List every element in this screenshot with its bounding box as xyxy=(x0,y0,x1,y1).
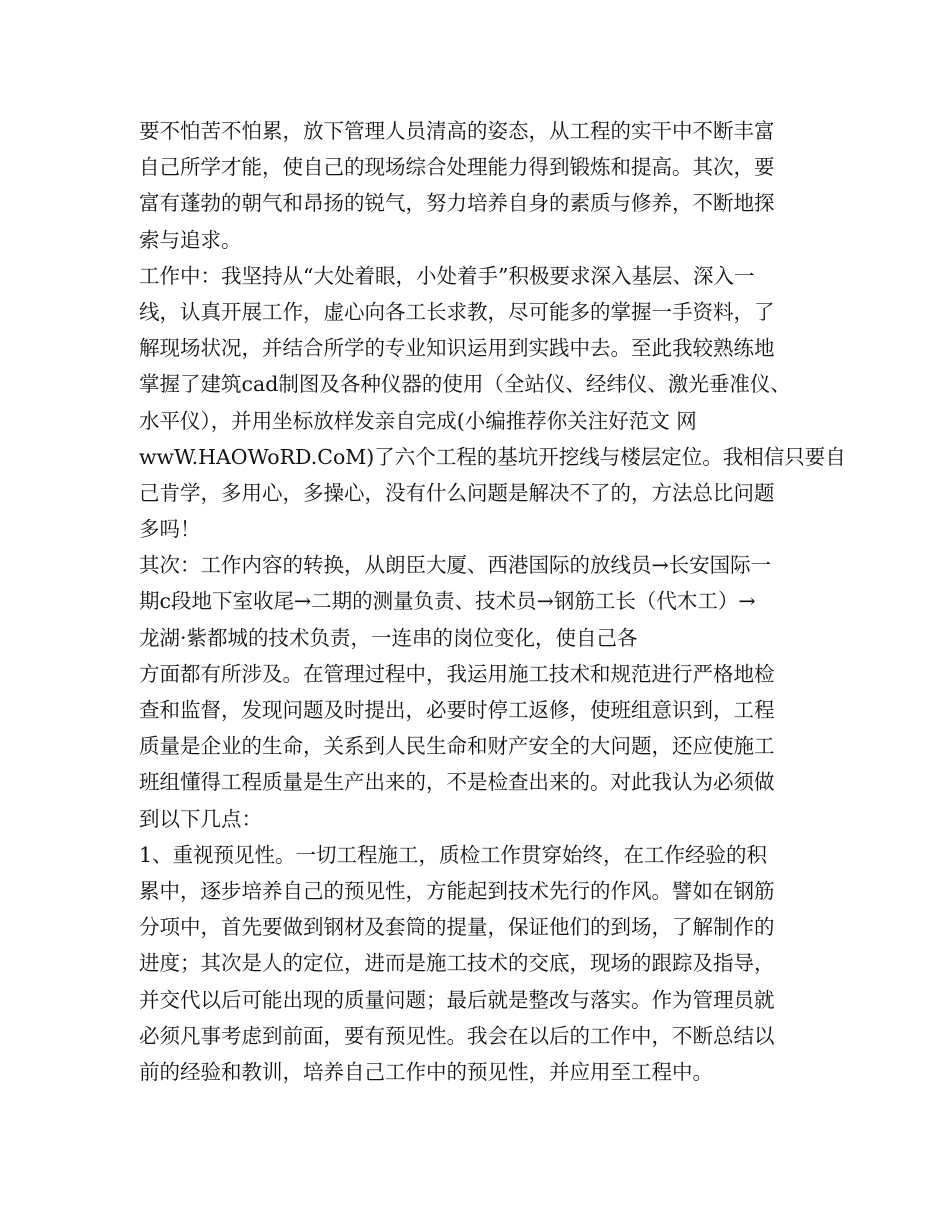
text-line: 并交代以后可能出现的质量问题；最后就是整改与落实。作为管理员就 xyxy=(139,987,775,1012)
text-line: 解现场状况，并结合所学的专业知识运用到实践中去。至此我较熟练地 xyxy=(139,336,775,361)
text-line: 必须凡事考虑到前面，要有预见性。我会在以后的工作中，不断总结以 xyxy=(139,1023,775,1048)
text-line: 质量是企业的生命，关系到人民生命和财产安全的大问题，还应使施工 xyxy=(139,734,775,759)
text-line: 龙湖·紫都城的技术负责，一连串的岗位变化，使自己各 xyxy=(139,625,638,650)
text-line: 到以下几点： xyxy=(139,806,262,831)
text-line: 掌握了建筑cad制图及各种仪器的使用（全站仪、经纬仪、激光垂准仪、 xyxy=(139,372,791,397)
text-line: 富有蓬勃的朝气和昂扬的锐气，努力培养自身的素质与修养，不断地探 xyxy=(139,191,775,216)
text-line: 进度；其次是人的定位，进而是施工技术的交底，现场的跟踪及指导， xyxy=(139,951,775,976)
text-line: 线，认真开展工作，虚心向各工长求教，尽可能多的掌握一手资料，了 xyxy=(139,299,775,324)
text-line: 索与追求。 xyxy=(139,227,242,252)
text-line: 查和监督，发现问题及时提出，必要时停工返修，使班组意识到，工程 xyxy=(139,698,775,722)
text-line: 期c段地下室收尾→二期的测量负责、技术员→钢筋工长（代木工）→ xyxy=(139,589,756,614)
text-line: 1、重视预见性。一切工程施工，质检工作贯穿始终，在工作经验的积 xyxy=(139,842,768,867)
text-line: wwW.HAOWoRD.CoM)了六个工程的基坑开挖线与楼层定位。我相信只要自 xyxy=(139,444,846,469)
text-line: 班组懂得工程质量是生产出来的，不是检查出来的。对此我认为必须做 xyxy=(139,770,775,795)
text-line: 自己所学才能，使自己的现场综合处理能力得到锻炼和提高。其次，要 xyxy=(139,155,775,180)
text-line: 己肯学，多用心，多操心，没有什么问题是解决不了的，方法总比问题 xyxy=(139,480,775,505)
text-line: 前的经验和教训，培养自己工作中的预见性，并应用至工程中。 xyxy=(139,1059,713,1084)
body-text xyxy=(139,113,846,1090)
text-line: 工作中：我坚持从“大处着眼，小处着手”积极要求深入基层、深入一 xyxy=(139,263,755,288)
text-line: 水平仪），并用坐标放样发亲自完成(小编推荐你关注好范文 网 xyxy=(139,408,697,433)
text-line: 分项中，首先要做到钢材及套筒的提量，保证他们的到场，了解制作的 xyxy=(139,915,775,940)
text-line: 方面都有所涉及。在管理过程中，我运用施工技术和规范进行严格地检 xyxy=(139,661,775,686)
text-line: 累中，逐步培养自己的预见性，方能起到技术先行的作风。譬如在钢筋 xyxy=(139,878,775,903)
text-line: 多吗！ xyxy=(139,517,201,542)
text-line: 要不怕苦不怕累，放下管理人员清高的姿态，从工程的实干中不断丰富 xyxy=(139,119,775,143)
text-line: 其次：工作内容的转换，从朗臣大厦、西港国际的放线员→长安国际一 xyxy=(139,553,772,578)
